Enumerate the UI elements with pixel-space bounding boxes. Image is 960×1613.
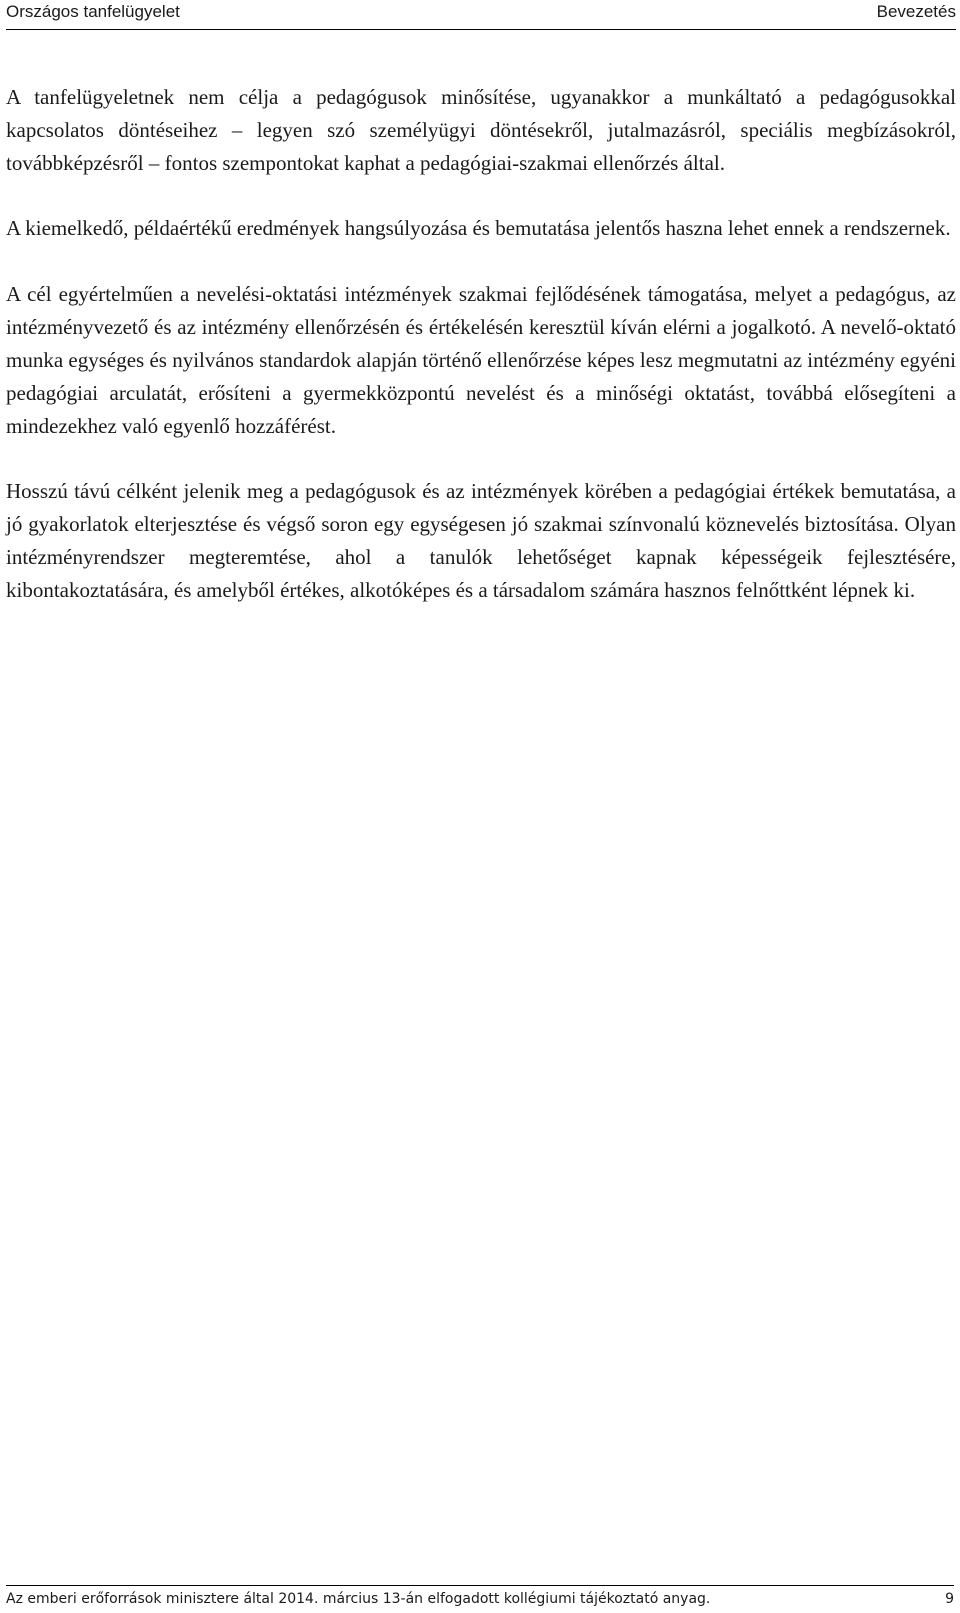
paragraph-3: A cél egyértelműen a nevelési-oktatási intézmények szakmai fejlődésének támogatása, melyet a pedagógus, az intézményvezető és az intézmény ellenőrzésén és értékelésén keresztül kíván elérni a jogalkotó. A nevelő-oktató munka egységes és nyilvános standardok alapján történő ellenőrzése képes lesz megmutatni az intézmény egyéni pedagógiai arculatát, erősíteni a gyermekközpontú nevelést és a minőségi oktatást, továbbá elősegíteni a mindezekhez való egyenlő hozzáférést. — [6, 282, 956, 438]
header-section-title: Bevezetés — [876, 2, 956, 21]
page-footer — [6, 1585, 954, 1613]
paragraph-2: A kiemelkedő, példaértékű eredmények hangsúlyozása és bemutatása jelentős haszna lehet ennek a rendszernek. — [6, 216, 951, 240]
page-header — [6, 0, 956, 30]
paragraph-4: Hosszú távú célként jelenik meg a pedagógusok és az intézmények körében a pedagógiai értékek bemutatása, a jó gyakorlatok elterjesztése és végső soron egy egységesen jó szakmai színvonalú köznevelés biztosítása. Olyan intézményrendszer megteremtése, ahol a tanulók lehetőséget kapnak képességeik fejlesztésére, kibontakoztatására, és amelyből értékes, alkotóképes és a társadalom számára hasznos felnőttként lépnek ki. — [6, 479, 956, 602]
page-body — [6, 81, 956, 639]
footer-note: Az emberi erőforrások minisztere által 2014. március 13-án elfogadott kollégiumi tájékoztató anyag. — [6, 1591, 711, 1607]
page-number: 9 — [945, 1591, 954, 1607]
header-document-title: Országos tanfelügyelet — [6, 2, 180, 21]
paragraph-1: A tanfelügyeletnek nem célja a pedagógusok minősítése, ugyanakkor a munkáltató a pedagógusokkal kapcsolatos döntéseihez – legyen szó személyügyi döntésekről, jutalmazásról, speciális megbízásokról, továbbképzésről – fontos szempontokat kaphat a pedagógiai-szakmai ellenőrzés által. — [6, 85, 956, 175]
